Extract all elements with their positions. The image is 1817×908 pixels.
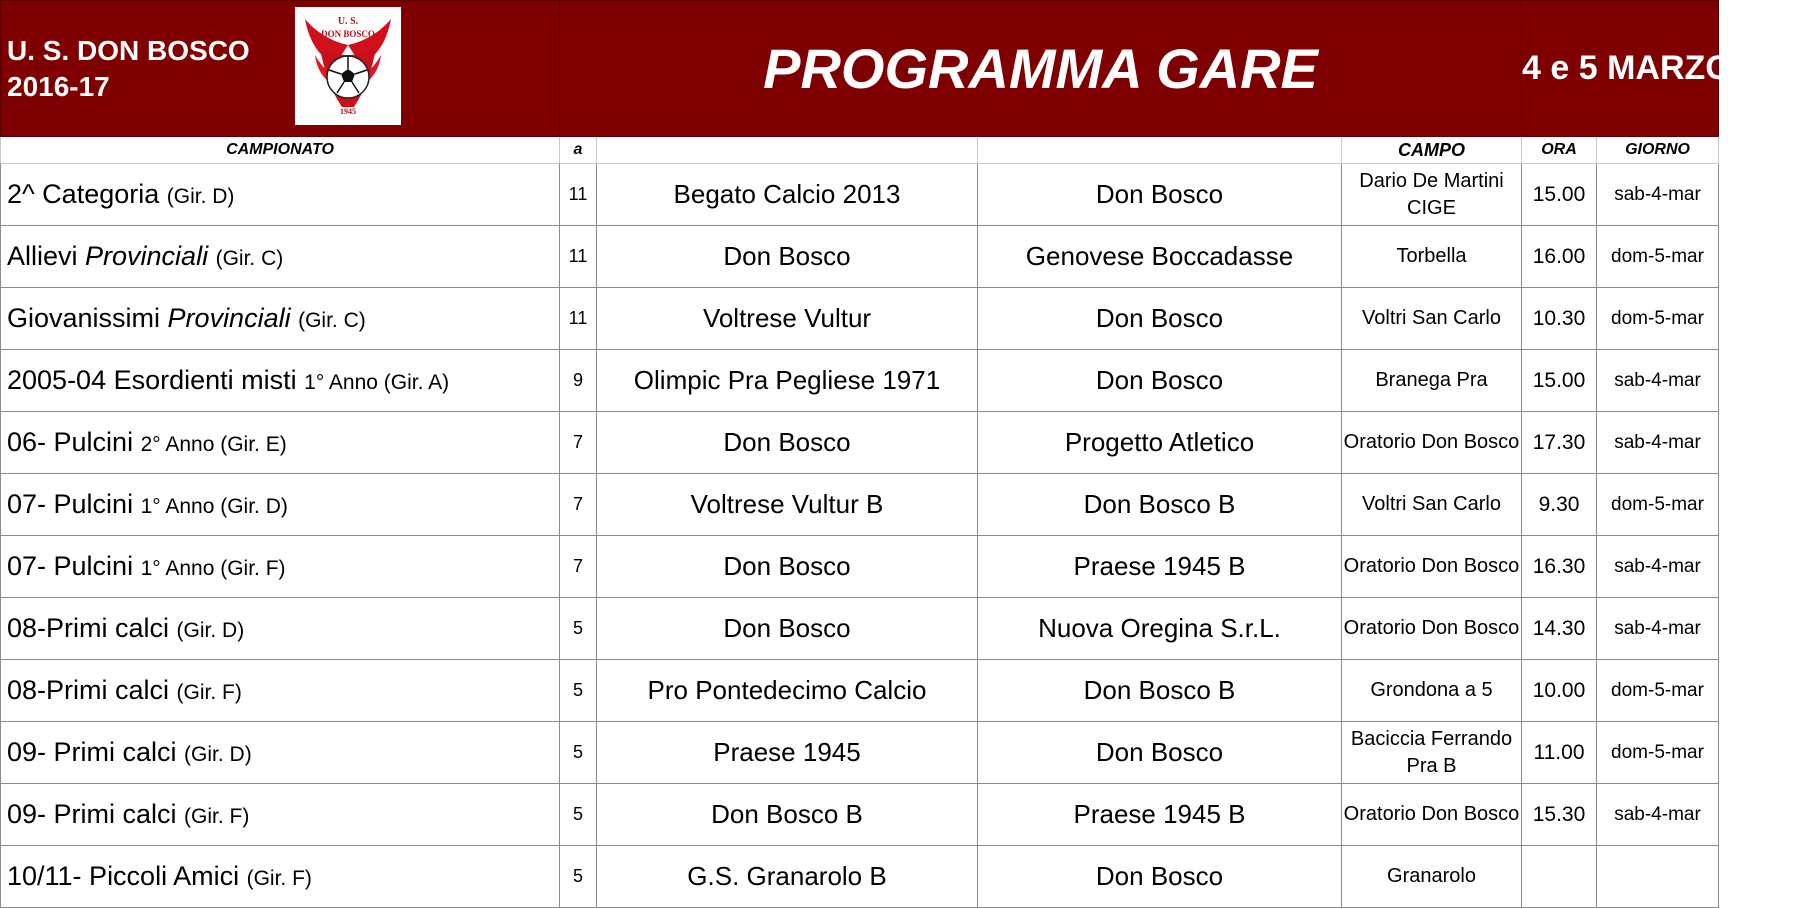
championship-level: Provinciali (167, 303, 299, 333)
match-row (1, 288, 1719, 350)
club-name: U. S. DON BOSCO 2016-17 (7, 35, 250, 102)
match-day: dom-5-mar (1597, 288, 1719, 350)
match-row (1, 226, 1719, 288)
home-team: Begato Calcio 2013 (597, 164, 978, 226)
championship-cell (1, 412, 560, 474)
match-day: dom-5-mar (1597, 474, 1719, 536)
championship-group: (Gir. E) (220, 433, 287, 456)
home-team: G.S. Granarolo B (597, 846, 978, 908)
match-day (1597, 846, 1719, 908)
championship-group: (Gir. F) (176, 681, 242, 704)
players-count: 7 (560, 412, 597, 474)
field-name: Oratorio Don Bosco (1342, 598, 1522, 660)
home-team: Don Bosco (597, 226, 978, 288)
home-team: Pro Pontedecimo Calcio (597, 660, 978, 722)
players-count: 5 (560, 722, 597, 784)
svg-text:DON BOSCO: DON BOSCO (321, 29, 375, 39)
kickoff-time: 11.00 (1522, 722, 1597, 784)
players-count: 7 (560, 474, 597, 536)
home-team: Voltrese Vultur B (597, 474, 978, 536)
championship-cell (1, 350, 560, 412)
championship-cell (1, 474, 560, 536)
players-count: 5 (560, 846, 597, 908)
match-row (1, 536, 1719, 598)
match-row (1, 350, 1719, 412)
home-team: Don Bosco (597, 598, 978, 660)
away-team: Genovese Boccadasse (978, 226, 1342, 288)
championship-group: (Gir. C) (298, 309, 366, 332)
players-count: 11 (560, 288, 597, 350)
col-header-ora: ORA (1522, 137, 1597, 164)
field-name: Dario De Martini CIGE (1342, 164, 1522, 226)
players-count: 5 (560, 660, 597, 722)
field-name: Granarolo (1342, 846, 1522, 908)
page-title: PROGRAMMA GARE (560, 1, 1522, 137)
championship-group: (Gir. D) (220, 495, 288, 518)
home-team: Don Bosco B (597, 784, 978, 846)
players-count: 11 (560, 226, 597, 288)
banner-row (1, 1, 1719, 137)
match-row (1, 660, 1719, 722)
kickoff-time (1522, 846, 1597, 908)
match-row (1, 722, 1719, 784)
championship-year: 1° Anno (304, 371, 384, 394)
col-header-away (978, 137, 1342, 164)
championship-name: 09- Primi calci (7, 737, 185, 767)
kickoff-time: 10.00 (1522, 660, 1597, 722)
away-team: Don Bosco (978, 164, 1342, 226)
col-header-giorno: GIORNO (1597, 137, 1719, 164)
players-count: 5 (560, 784, 597, 846)
field-name: Baciccia Ferrando Pra B (1342, 722, 1522, 784)
field-name: Torbella (1342, 226, 1522, 288)
home-team: Praese 1945 (597, 722, 978, 784)
away-team: Don Bosco (978, 350, 1342, 412)
field-name: Oratorio Don Bosco (1342, 412, 1522, 474)
match-day: sab-4-mar (1597, 784, 1719, 846)
event-date: 4 e 5 MARZO 2017 (1522, 1, 1719, 137)
away-team: Don Bosco (978, 288, 1342, 350)
kickoff-time: 9.30 (1522, 474, 1597, 536)
championship-name: 08-Primi calci (7, 675, 177, 705)
championship-cell (1, 164, 560, 226)
match-row (1, 164, 1719, 226)
kickoff-time: 10.30 (1522, 288, 1597, 350)
championship-name: 07- Pulcini (7, 551, 141, 581)
away-team: Don Bosco B (978, 474, 1342, 536)
championship-year: 1° Anno (140, 495, 221, 518)
home-team: Don Bosco (597, 412, 978, 474)
kickoff-time: 16.00 (1522, 226, 1597, 288)
away-team: Don Bosco (978, 722, 1342, 784)
match-day: sab-4-mar (1597, 536, 1719, 598)
championship-name: 06- Pulcini (7, 427, 141, 457)
away-team: Progetto Atletico (978, 412, 1342, 474)
kickoff-time: 16.30 (1522, 536, 1597, 598)
championship-group: (Gir. D) (166, 185, 235, 208)
match-day: dom-5-mar (1597, 722, 1719, 784)
away-team: Don Bosco (978, 846, 1342, 908)
home-team: Olimpic Pra Pegliese 1971 (597, 350, 978, 412)
match-day: sab-4-mar (1597, 412, 1719, 474)
club-header-cell (1, 1, 560, 137)
players-count: 11 (560, 164, 597, 226)
home-team: Don Bosco (597, 536, 978, 598)
championship-name: Giovanissimi (7, 303, 168, 333)
championship-name: 10/11- Piccoli Amici (7, 861, 247, 891)
field-name: Grondona a 5 (1342, 660, 1522, 722)
championship-name: 2005-04 Esordienti misti (7, 365, 305, 395)
championship-cell (1, 536, 560, 598)
championship-group: (Gir. D) (184, 743, 252, 766)
col-header-home (597, 137, 978, 164)
championship-name: 08-Primi calci (7, 613, 177, 643)
match-day: sab-4-mar (1597, 350, 1719, 412)
match-row (1, 474, 1719, 536)
match-row (1, 846, 1719, 908)
championship-group: (Gir. F) (184, 805, 250, 828)
club-logo (295, 7, 401, 125)
kickoff-time: 15.00 (1522, 164, 1597, 226)
col-header-campionato: CAMPIONATO (1, 137, 560, 164)
away-team: Praese 1945 B (978, 784, 1342, 846)
players-count: 9 (560, 350, 597, 412)
kickoff-time: 15.30 (1522, 784, 1597, 846)
away-team: Praese 1945 B (978, 536, 1342, 598)
match-day: sab-4-mar (1597, 598, 1719, 660)
match-row (1, 412, 1719, 474)
championship-name: 09- Primi calci (7, 799, 185, 829)
col-header-campo: CAMPO (1342, 137, 1522, 164)
players-count: 5 (560, 598, 597, 660)
championship-cell (1, 226, 560, 288)
away-team: Don Bosco B (978, 660, 1342, 722)
match-day: sab-4-mar (1597, 164, 1719, 226)
players-count: 7 (560, 536, 597, 598)
championship-name: Allievi (7, 241, 86, 271)
match-day: dom-5-mar (1597, 660, 1719, 722)
svg-text:U. S.: U. S. (337, 16, 359, 27)
championship-cell (1, 722, 560, 784)
kickoff-time: 17.30 (1522, 412, 1597, 474)
away-team: Nuova Oregina S.r.L. (978, 598, 1342, 660)
svg-text:1945: 1945 (340, 107, 356, 116)
championship-year: 2° Anno (140, 433, 221, 456)
kickoff-time: 15.00 (1522, 350, 1597, 412)
field-name: Oratorio Don Bosco (1342, 784, 1522, 846)
championship-cell (1, 846, 560, 908)
home-team: Voltrese Vultur (597, 288, 978, 350)
championship-group: (Gir. A) (383, 371, 450, 394)
championship-cell (1, 598, 560, 660)
field-name: Branega Pra (1342, 350, 1522, 412)
field-name: Voltri San Carlo (1342, 474, 1522, 536)
match-row (1, 784, 1719, 846)
match-row (1, 598, 1719, 660)
championship-level: Provinciali (85, 241, 216, 271)
championship-group: (Gir. F) (246, 867, 312, 890)
championship-group: (Gir. C) (215, 247, 284, 270)
championship-name: 07- Pulcini (7, 489, 141, 519)
championship-cell (1, 288, 560, 350)
championship-year: 1° Anno (140, 557, 221, 580)
championship-cell (1, 784, 560, 846)
championship-group: (Gir. F) (220, 557, 286, 580)
kickoff-time: 14.30 (1522, 598, 1597, 660)
field-name: Oratorio Don Bosco (1342, 536, 1522, 598)
championship-cell (1, 660, 560, 722)
championship-name: 2^ Categoria (7, 179, 167, 209)
championship-group: (Gir. D) (176, 619, 245, 642)
column-header-row (1, 137, 1719, 164)
col-header-a: a (560, 137, 597, 164)
match-day: dom-5-mar (1597, 226, 1719, 288)
field-name: Voltri San Carlo (1342, 288, 1522, 350)
